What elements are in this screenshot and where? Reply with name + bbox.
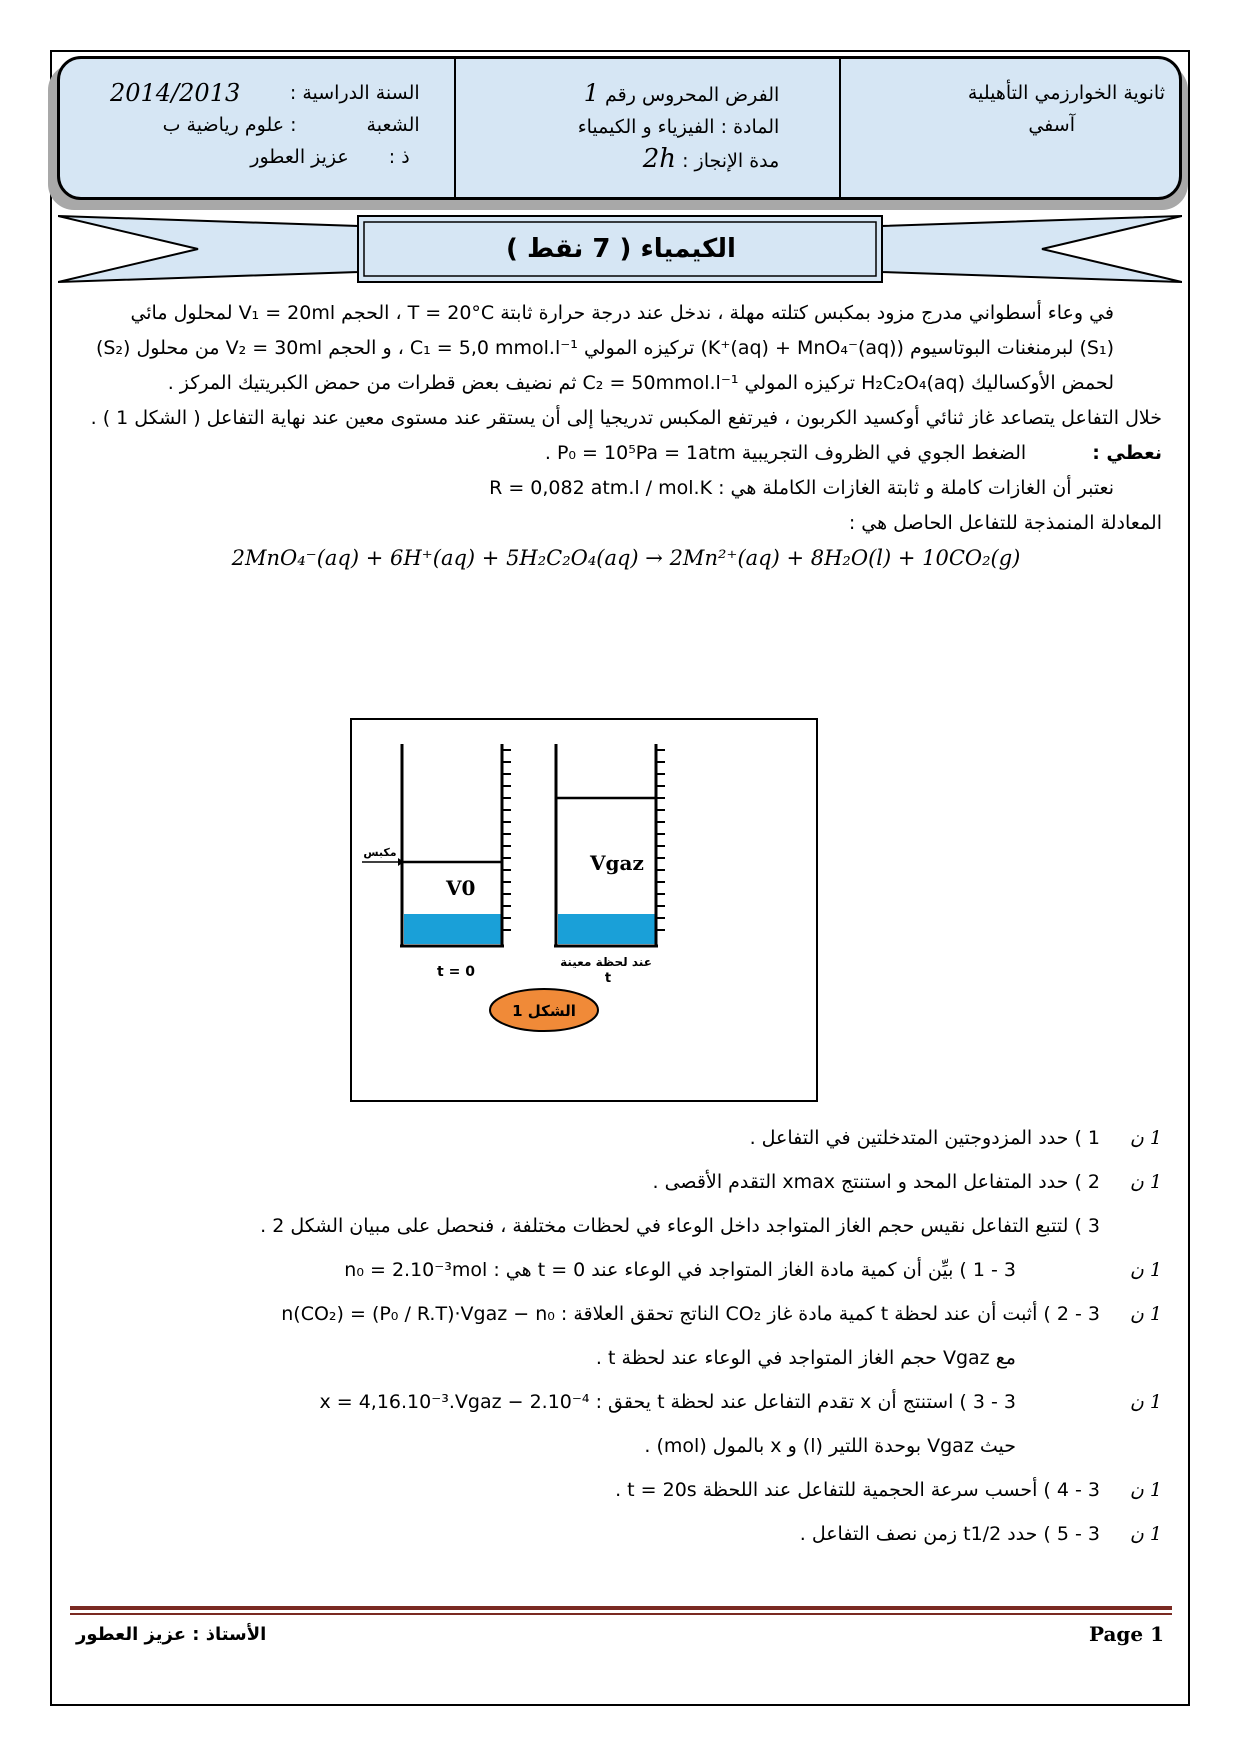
branch-value: : علوم رياضية ب	[162, 114, 297, 136]
vgaz-label: Vgaz	[590, 851, 644, 875]
question-3-4: 1 ن 3 - 4 ) أحسب سرعة الحجمية للتفاعل عند اللحظة t = 20s .	[615, 1479, 1162, 1501]
question-3-1: 1 ن 3 - 1 ) بيِّن أن كمية مادة الغاز المتواجد في الوعاء عند t = 0 هي : n₀ = 2.10⁻³mol	[344, 1259, 1162, 1281]
teacher-label: ذ :	[388, 146, 410, 168]
teacher-value: عزيز العطور	[250, 146, 349, 168]
question-1: 1 ن 1 ) حدد المزدوجتين المتدخلتين في التفاعل .	[749, 1127, 1162, 1149]
t-moment-label: عند لحظة معينة	[560, 955, 652, 969]
footer-rule	[70, 1606, 1172, 1610]
v0-label: V0	[446, 876, 476, 900]
t-var-label: t	[604, 971, 612, 986]
duration-label: مدة الإنجاز :	[682, 150, 780, 172]
given-label: نعطي :	[1092, 442, 1162, 464]
liquid-right	[558, 914, 656, 944]
school-city: آسفي	[1028, 114, 1075, 136]
question-3-3-note: حيث Vgaz بوحدة اللتير (l) و x بالمول (mol) .	[644, 1435, 1016, 1457]
given-pressure: الضغط الجوي في الظروف التجريبية P₀ = 10⁵Pa = 1atm .	[544, 442, 1027, 464]
exam-number: 1	[583, 79, 599, 107]
figure-1	[350, 718, 818, 1102]
exam-subject: المادة : الفيزياء و الكيمياء	[577, 116, 780, 138]
branch-label: الشعبة	[366, 114, 420, 136]
liquid-left	[404, 914, 502, 944]
intro-paragraph-1: في وعاء أسطواني مدرج مزود بمكبس كتلته مهلة ، ندخل عند درجة حرارة ثابتة T = 20°C ، الحجم V₁ = 20ml لمحلول مائي (S₁) لبرمنغنات البوتاسيوم (K⁺(aq) + MnO₄⁻(aq)) تركيزه المولي C₁ = 5,0 mmol.l⁻¹ ، و الحجم V₂ = 30ml من محلول (S₂) لحمض الأوكساليك H₂C₂O₄(aq) تركيزه المولي C₂ = 50mmol.l⁻¹ ثم نضيف بعض قطرات من حمض الكبريتيك المركز .	[95, 302, 1114, 394]
question-3-2: 1 ن 3 - 2 ) أثبت أن عند لحظة t كمية مادة غاز CO₂ الناتج تحقق العلاقة : n(CO₂) = (P₀ / R.T)·Vgaz − n₀	[281, 1303, 1162, 1325]
reaction-equation: 2MnO₄⁻(aq) + 6H⁺(aq) + 5H₂C₂O₄(aq) → 2Mn²⁺(aq) + 8H₂O(l) + 10CO₂(g)	[231, 546, 1021, 570]
year-value: 2014/2013	[109, 79, 241, 107]
equation-label: المعادلة المنمذجة للتفاعل الحاصل هي :	[848, 512, 1162, 534]
school-name: ثانوية الخوارزمي التأهيلية	[967, 82, 1165, 104]
t0-label: t = 0	[437, 964, 475, 980]
year-label: السنة الدراسية :	[289, 82, 420, 104]
piston-label: مكبس	[363, 846, 397, 859]
footer-rule-thin	[70, 1613, 1172, 1615]
figure-caption: الشكل 1	[512, 1002, 576, 1020]
given-gas-constant: نعتبر أن الغازات كاملة و ثابتة الغازات الكاملة هي : R = 0,082 atm.l / mol.K	[489, 477, 1114, 499]
question-3-3: 1 ن 3 - 3 ) استنتج أن x تقدم التفاعل عند لحظة t يحقق : x = 4,16.10⁻³.Vgaz − 2.10⁻⁴	[319, 1391, 1162, 1413]
header-school-cell	[839, 59, 1179, 197]
intro-content	[90, 296, 1162, 576]
question-3-2-note: مع Vgaz حجم الغاز المتواجد في الوعاء عند لحظة t .	[595, 1347, 1016, 1369]
intro-paragraph-2: خلال التفاعل يتصاعد غاز ثنائي أوكسيد الكربون ، فيرتفع المكبس تدريجيا إلى أن يستقر عند مستوى معين عند نهاية التفاعل ( الشكل 1 ) .	[90, 407, 1162, 429]
question-2: 1 ن 2 ) حدد المتفاعل المحد و استنتج xmax التقدم الأقصى .	[652, 1171, 1162, 1193]
section-title: الكيمياء ( 7 نقط )	[506, 234, 736, 264]
footer-teacher: الأستاذ : عزيز العطور	[76, 1624, 267, 1645]
section-ribbon	[58, 214, 1182, 284]
question-3: 3 ) لتتبع التفاعل نقيس حجم الغاز المتواجد داخل الوعاء في لحظات مختلفة ، فنحصل على مبيان الشكل 2 .	[260, 1215, 1100, 1237]
page-number: Page 1	[1088, 1622, 1164, 1646]
header-exam-cell	[454, 59, 840, 197]
exam-title: الفرض المحروس رقم	[605, 84, 780, 106]
header-year-cell	[60, 59, 454, 197]
header-box	[57, 56, 1182, 200]
questions-list	[70, 1116, 1162, 1556]
figure-1-drawing	[352, 720, 816, 1100]
question-3-5: 1 ن 3 - 5 ) حدد t1/2 زمن نصف التفاعل .	[799, 1523, 1162, 1545]
duration-value: 2h	[642, 144, 677, 174]
